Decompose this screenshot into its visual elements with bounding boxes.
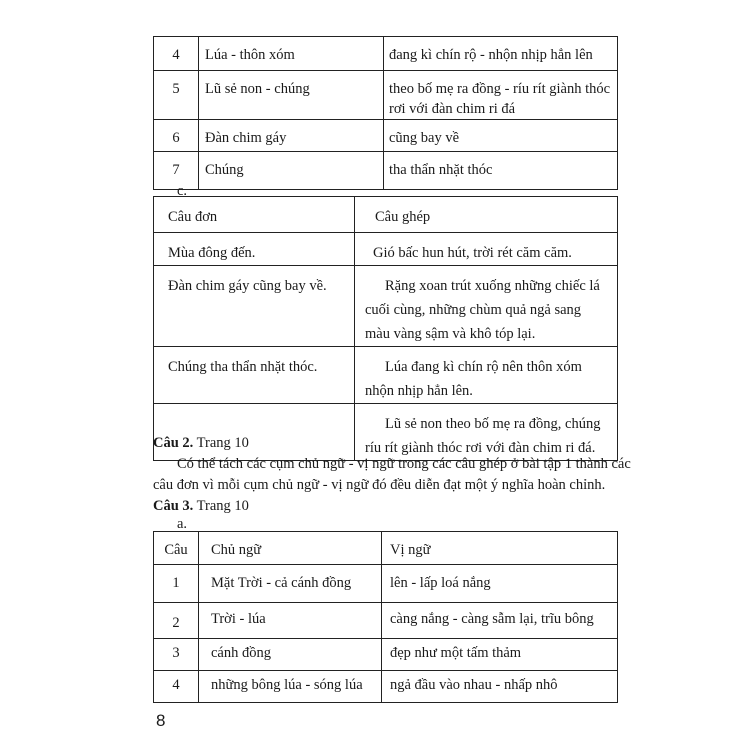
label-a: a. (177, 516, 188, 532)
simple-sentence-cell: Mùa đông đến. (154, 233, 355, 266)
row-number: 7 (154, 152, 199, 190)
row-number: 6 (154, 120, 199, 152)
subject-cell: những bông lúa - sóng lúa (199, 671, 382, 703)
compound-sentence-cell: Rặng xoan trút xuống những chiếc lá cuối cùng, những chùm quả ngả sang màu vàng sậm và khô tóp lại. (355, 266, 618, 347)
question-2-page: Trang 10 (196, 435, 249, 451)
question-2-answer-line-2: câu đơn vì mỗi cụm chủ ngữ - vị ngữ đó đều diễn đạt một ý nghĩa hoàn chỉnh. (153, 477, 606, 493)
table-header-row (154, 532, 618, 565)
page-number: 8 (156, 711, 166, 730)
subject-predicate-table-q3 (153, 531, 618, 703)
compound-sentence-cell: Lúa đang kì chín rộ nên thôn xóm nhộn nhịp hẳn lên. (355, 347, 618, 404)
question-2-answer-line-1: Có thể tách các cụm chủ ngữ - vị ngữ trong các câu ghép ở bài tập 1 thành các (177, 456, 631, 472)
simple-compound-sentence-table (153, 196, 618, 461)
predicate-cell: lên - lấp loá nắng (382, 565, 618, 603)
question-3-page: Trang 10 (196, 498, 249, 514)
table-row (154, 266, 618, 347)
compound-sentence-cell: Lũ sẻ non theo bố mẹ ra đồng, chúng ríu rít giành thóc rơi với đàn chim ri đá. (355, 404, 618, 461)
header-predicate: Vị ngữ (382, 532, 618, 565)
table-row (154, 37, 618, 71)
subject-cell: Trời - lúa (199, 603, 382, 639)
table-row (154, 152, 618, 190)
subject-cell: Mặt Trời - cả cánh đồng (199, 565, 382, 603)
table-header-row (154, 197, 618, 233)
predicate-cell: đẹp như một tấm thảm (382, 639, 618, 671)
table-row (154, 671, 618, 703)
subject-predicate-table-continued (153, 36, 618, 190)
table-row (154, 347, 618, 404)
table-row (154, 565, 618, 603)
simple-sentence-cell: Chúng tha thẩn nhặt thóc. (154, 347, 355, 404)
predicate-cell: theo bố mẹ ra đồng - ríu rít giành thóc rơi với đàn chim ri đá (384, 71, 618, 120)
table-row (154, 233, 618, 266)
row-number: 4 (154, 671, 199, 703)
row-number: 5 (154, 71, 199, 120)
header-simple-sentence: Câu đơn (154, 197, 355, 233)
question-2-title: Câu 2. (153, 435, 194, 451)
row-number: 2 (154, 603, 199, 639)
subject-cell: cánh đồng (199, 639, 382, 671)
row-number: 1 (154, 565, 199, 603)
predicate-cell: càng nắng - càng sẫm lại, trĩu bông (382, 603, 618, 639)
table-row (154, 71, 618, 120)
predicate-cell: tha thẩn nhặt thóc (384, 152, 618, 190)
label-c: c. (177, 183, 188, 199)
simple-sentence-cell: Đàn chim gáy cũng bay về. (154, 266, 355, 347)
table-row (154, 603, 618, 639)
subject-cell: Chúng (199, 152, 384, 190)
row-number: 3 (154, 639, 199, 671)
compound-sentence-cell: Gió bấc hun hút, trời rét căm căm. (355, 233, 618, 266)
predicate-cell: cũng bay về (384, 120, 618, 152)
question-3-heading (153, 495, 249, 517)
question-2-heading (153, 432, 249, 454)
subject-cell: Lúa - thôn xóm (199, 37, 384, 71)
table-row (154, 120, 618, 152)
header-subject: Chủ ngữ (199, 532, 382, 565)
table-row (154, 639, 618, 671)
predicate-cell: đang kì chín rộ - nhộn nhịp hẳn lên (384, 37, 618, 71)
subject-cell: Đàn chim gáy (199, 120, 384, 152)
subject-cell: Lũ sẻ non - chúng (199, 71, 384, 120)
row-number: 4 (154, 37, 199, 71)
predicate-cell: ngả đầu vào nhau - nhấp nhô (382, 671, 618, 703)
question-3-title: Câu 3. (153, 498, 194, 514)
header-compound-sentence: Câu ghép (355, 197, 618, 233)
header-sentence-number: Câu (154, 532, 199, 565)
